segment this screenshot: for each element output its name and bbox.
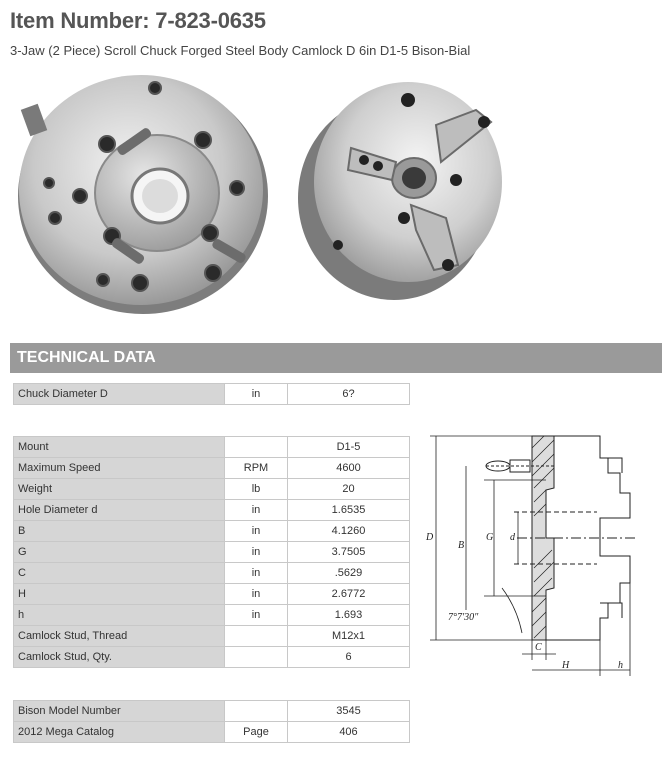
row-label: Hole Diameter d [14, 500, 225, 521]
dimension-labels [425, 532, 623, 671]
table-row [14, 542, 410, 563]
row-label: Chuck Diameter D [14, 384, 225, 405]
row-unit [225, 701, 288, 722]
row-value: 1.6535 [288, 500, 410, 521]
row-unit [225, 626, 288, 647]
table-row [14, 605, 410, 626]
row-value: 4600 [288, 458, 410, 479]
item-number-title: Item Number: 7-823-0635 [10, 8, 266, 33]
label-h: h [618, 660, 623, 671]
row-label: Weight [14, 479, 225, 500]
row-value: 1.693 [288, 605, 410, 626]
chuck-back-photo [15, 68, 270, 318]
spec-table-catalog [13, 700, 410, 743]
row-value: 6? [288, 384, 410, 405]
row-label: H [14, 584, 225, 605]
row-unit: in [225, 542, 288, 563]
row-unit: lb [225, 479, 288, 500]
row-value: D1-5 [288, 437, 410, 458]
row-label: B [14, 521, 225, 542]
chuck-dimension-diagram [422, 428, 654, 678]
row-label: Bison Model Number [14, 701, 225, 722]
table-row [14, 647, 410, 668]
row-value: 6 [288, 647, 410, 668]
chuck-front-photo [296, 70, 504, 302]
table-row [14, 521, 410, 542]
row-value: 3.7505 [288, 542, 410, 563]
row-value: .5629 [288, 563, 410, 584]
row-value: 20 [288, 479, 410, 500]
row-value: M12x1 [288, 626, 410, 647]
row-unit: in [225, 521, 288, 542]
row-unit [225, 437, 288, 458]
table-row [14, 701, 410, 722]
table-row [14, 584, 410, 605]
row-unit: Page [225, 722, 288, 743]
table-row [14, 458, 410, 479]
row-label: G [14, 542, 225, 563]
row-unit [225, 647, 288, 668]
label-angle: 7°7'30" [448, 612, 479, 623]
chuck-cross-section [486, 436, 637, 640]
table-row [14, 722, 410, 743]
label-B: B [458, 540, 465, 551]
table-row [14, 479, 410, 500]
table-row [14, 437, 410, 458]
label-H: H [562, 660, 570, 671]
row-unit: in [225, 384, 288, 405]
spec-table-diameter [13, 383, 410, 405]
row-unit: in [225, 605, 288, 626]
row-label: h [14, 605, 225, 626]
label-d: d [510, 532, 515, 543]
row-label: Mount [14, 437, 225, 458]
table-row [14, 626, 410, 647]
row-label: Maximum Speed [14, 458, 225, 479]
row-label: Camlock Stud, Thread [14, 626, 225, 647]
table-row [14, 563, 410, 584]
row-label: C [14, 563, 225, 584]
row-unit: RPM [225, 458, 288, 479]
label-G: G [486, 532, 494, 543]
product-subtitle: 3-Jaw (2 Piece) Scroll Chuck Forged Steel Body Camlock D 6in D1-5 Bison-Bial [10, 43, 471, 58]
table-row [14, 500, 410, 521]
row-unit: in [225, 584, 288, 605]
row-unit: in [225, 500, 288, 521]
label-D: D [426, 532, 434, 543]
row-value: 4.1260 [288, 521, 410, 542]
row-value: 406 [288, 722, 410, 743]
row-value: 3545 [288, 701, 410, 722]
row-label: Camlock Stud, Qty. [14, 647, 225, 668]
spec-table-main [13, 436, 410, 668]
row-unit: in [225, 563, 288, 584]
row-value: 2.6772 [288, 584, 410, 605]
row-label: 2012 Mega Catalog [14, 722, 225, 743]
section-header-technical-data: TECHNICAL DATA [10, 343, 662, 373]
label-C: C [535, 642, 542, 653]
table-row [14, 384, 410, 405]
